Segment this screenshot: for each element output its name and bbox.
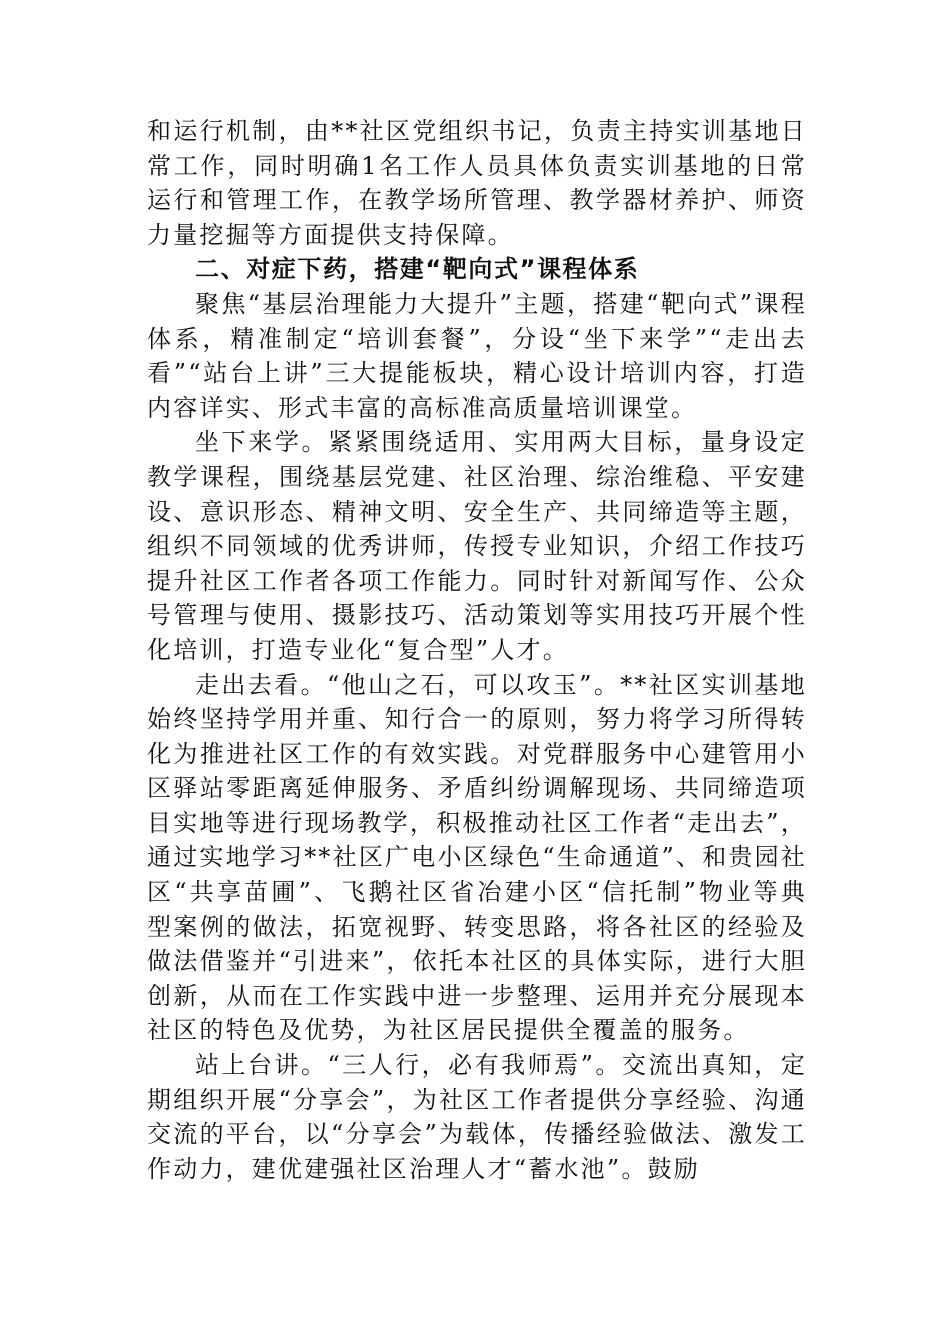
document-body [147, 114, 807, 1186]
stage-talk-paragraph: 站上台讲。“三人行，必有我师焉”。交流出真知，定期组织开展“分享会”，为社区工作者提供分享经验、沟通交流的平台，以“分享会”为载体，传播经验做法、激发工作动力，建优建强社区治理人才“蓄水池”。鼓励 [147, 1051, 807, 1183]
continued-paragraph: 和运行机制，由**社区党组织书记，负责主持实训基地日常工作，同时明确1名工作人员具体负责实训基地的日常运行和管理工作，在教学场所管理、教学器材养护、师资力量挖掘等方面提供支持保障。 [147, 117, 807, 249]
go-out-see-paragraph: 走出去看。“他山之石，可以攻玉”。**社区实训基地始终坚持学用并重、知行合一的原则，努力将学习所得转化为推进社区工作的有效实践。对党群服务中心建管用小区驿站零距离延伸服务、矛盾纠纷调解现场、共同缔造项目实地等进行现场教学，积极推动社区工作者“走出去”，通过实地学习**社区广电小区绿色“生命通道”、和贵园社区“共享苗圃”、飞鹅社区省冶建小区“信托制”物业等典型案例的做法，拓宽视野、转变思路，将各社区的经验及做法借鉴并“引进来”，依托本社区的具体实际，进行大胆创新，从而在工作实践中进一步整理、运用并充分展现本社区的特色及优势，为社区居民提供全覆盖的服务。 [147, 670, 807, 1045]
intro-paragraph: 聚焦“基层治理能力大提升”主题，搭建“靶向式”课程体系，精准制定“培训套餐”，分设“坐下来学”“走出去看”“站台上讲”三大提能板块，精心设计培训内容，打造内容详实、形式丰富的高标准高质量培训课堂。 [147, 289, 807, 422]
sit-down-learn-paragraph: 坐下来学。紧紧围绕适用、实用两大目标，量身设定教学课程，围绕基层党建、社区治理、综治维稳、平安建设、意识形态、精神文明、安全生产、共同缔造等主题，组织不同领域的优秀讲师，传授专业知识，介绍工作技巧提升社区工作者各项工作能力。同时针对新闻写作、公众号管理与使用、摄影技巧、活动策划等实用技巧开展个性化培训，打造专业化“复合型”人才。 [147, 428, 807, 664]
section-heading: 二、对症下药，搭建“靶向式”课程体系 [195, 255, 640, 284]
